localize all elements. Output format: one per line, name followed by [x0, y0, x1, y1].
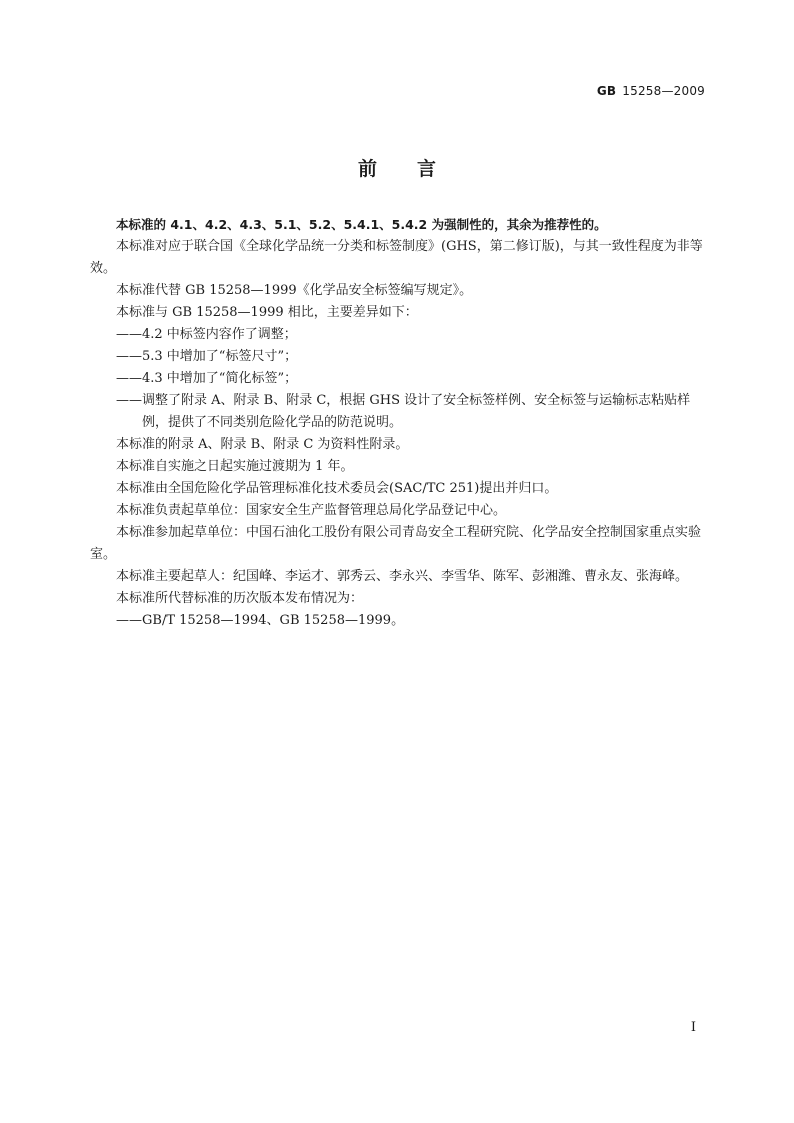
paragraph-differences-intro: 本标准与 GB 15258—1999 相比，主要差异如下：: [116, 305, 418, 320]
standard-code: [597, 84, 705, 98]
paragraph-participating-drafters: 本标准参加起草单位：中国石油化工股份有限公司青岛安全工程研究院、化学品安全控制国家重点实验室。: [90, 525, 702, 562]
standard-code-prefix: GB: [596, 84, 617, 98]
page-title: 前言: [357, 158, 476, 180]
standard-code-number: 15258—2009: [622, 84, 705, 98]
paragraph-history-intro: 本标准所代替标准的历次版本发布情况为：: [116, 591, 364, 606]
paragraph-lead-drafter: 本标准负责起草单位：国家安全生产监督管理总局化学品登记中心。: [116, 503, 507, 518]
paragraph-main-drafters: 本标准主要起草人：纪国峰、李运才、郭秀云、李永兴、李雪华、陈军、彭湘潍、曹永友、张海峰。: [116, 569, 689, 584]
difference-item: ——4.3 中增加了“简化标签”；: [116, 371, 298, 386]
paragraph-annexes: 本标准的附录 A、附录 B、附录 C 为资料性附录。: [116, 437, 409, 452]
paragraph-proposer: 本标准由全国危险化学品管理标准化技术委员会(SAC/TC 251)提出并归口。: [116, 481, 558, 496]
mandatory-clauses-paragraph: 本标准的 4.1、4.2、4.3、5.1、5.2、5.4.1、5.4.2 为强制性的，其余为推荐性的。: [116, 217, 607, 232]
page-number: I: [690, 1020, 696, 1035]
paragraph-transition: 本标准自实施之日起实施过渡期为 1 年。: [116, 459, 354, 474]
difference-item: ——4.2 中标签内容作了调整；: [116, 327, 297, 342]
paragraph-replaces: 本标准代替 GB 15258—1999《化学品安全标签编写规定》。: [116, 283, 473, 298]
history-item: ——GB/T 15258—1994、GB 15258—1999。: [116, 613, 405, 628]
difference-item: ——5.3 中增加了“标签尺寸”；: [116, 349, 298, 364]
paragraph-correspondence: 本标准对应于联合国《全球化学品统一分类和标签制度》(GHS，第二修订版)，与其一致性程度为非等效。: [90, 239, 703, 276]
document-body: [90, 214, 706, 632]
difference-item: ——调整了附录 A、附录 B、附录 C，根据 GHS 设计了安全标签样例、安全标签与运输标志粘贴样例，提供了不同类别危险化学品的防范说明。: [116, 393, 691, 430]
